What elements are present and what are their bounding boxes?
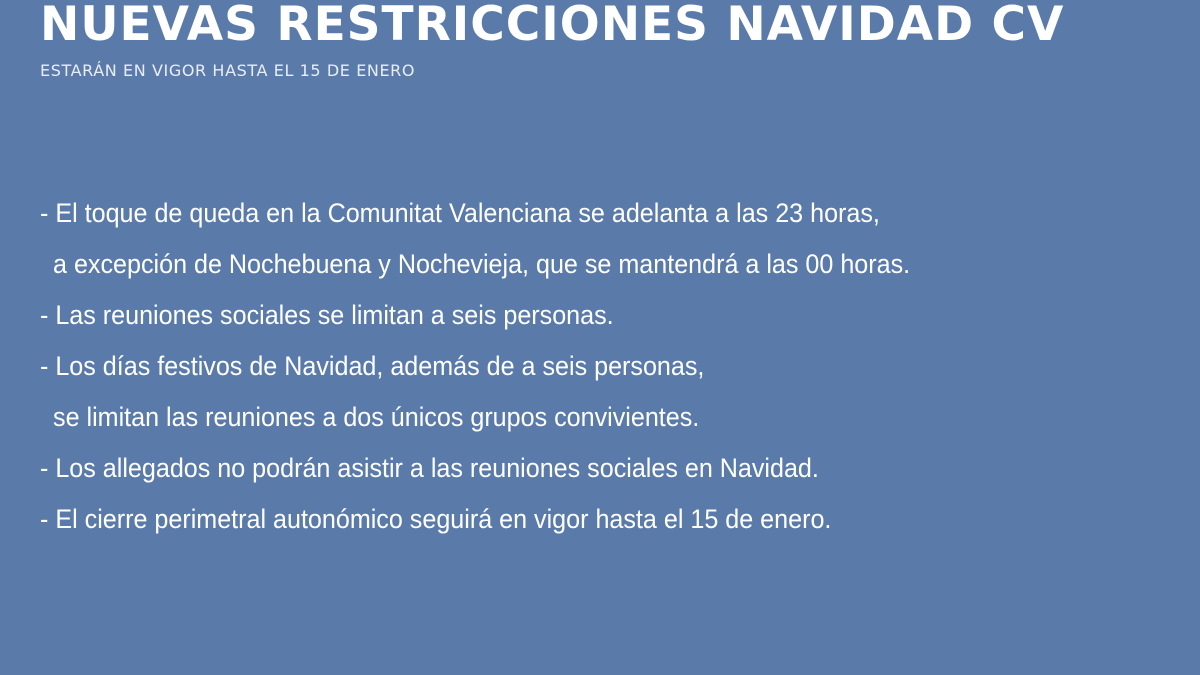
restriction-line: - Las reuniones sociales se limitan a seis personas. (40, 300, 614, 330)
restriction-line: - Los días festivos de Navidad, además de a seis personas, (40, 351, 705, 381)
restriction-line-continued: se limitan las reuniones a dos únicos grupos convivientes. (53, 402, 700, 432)
restrictions-list (40, 188, 976, 545)
restriction-line: - El cierre perimetral autonómico seguirá en vigor hasta el 15 de enero. (40, 504, 832, 534)
restriction-line: - El toque de queda en la Comunitat Valenciana se adelanta a las 23 horas, (40, 198, 880, 228)
restriction-line: - Los allegados no podrán asistir a las reuniones sociales en Navidad. (40, 453, 819, 483)
restriction-line-continued: a excepción de Nochebuena y Nochevieja, que se mantendrá a las 00 horas. (53, 249, 911, 279)
page-title: NUEVAS RESTRICCIONES NAVIDAD CV (40, 0, 1065, 52)
page-subtitle: ESTARÁN EN VIGOR HASTA EL 15 DE ENERO (40, 61, 416, 80)
